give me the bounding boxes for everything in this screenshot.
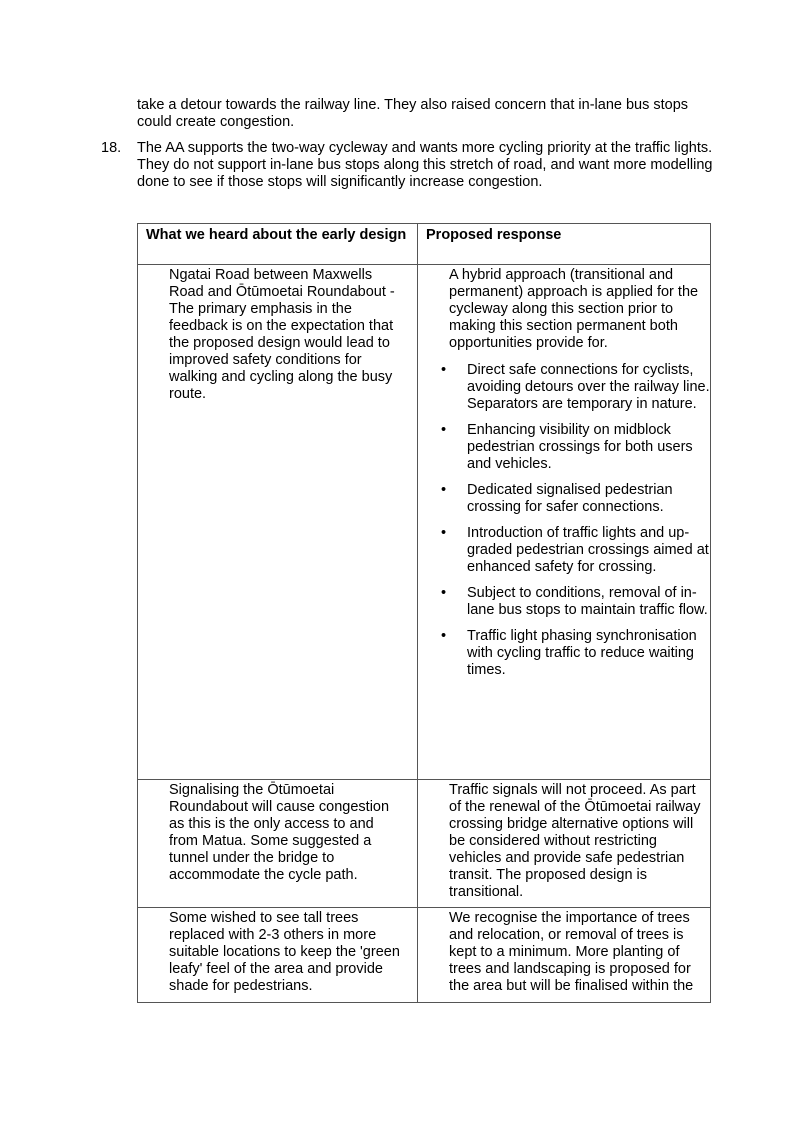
list-item: [441, 585, 710, 619]
header-response: Proposed response: [426, 227, 562, 243]
response-text: Traffic signals will not proceed. As part of the renewal of the Ōtūmoetai railway crossing bridge alternative options will be considered without restricting vehicles and provide safe pedestrian transit. The proposed design is transitional.: [449, 782, 701, 900]
continuation-paragraph: take a detour towards the railway line. They also raised concern that in-lane bus stops could create congestion.: [137, 97, 689, 130]
bullet-icon: •: [441, 422, 447, 438]
heard-text: Some wished to see tall trees replaced with 2-3 others in more suitable locations to keep the 'green leafy' feel of the area and provide shade for pedestrians.: [169, 910, 400, 994]
header-cell-response: [418, 224, 711, 265]
feedback-table: [137, 223, 711, 1003]
heard-cell: [138, 265, 418, 780]
response-intro: A hybrid approach (transitional and permanent) approach is applied for the cycleway along this section prior to making this section permanent both opportunities provide for.: [449, 267, 699, 351]
bullet-text: Traffic light phasing synchronisation with cycling traffic to reduce waiting times.: [467, 628, 697, 678]
heard-text: Signalising the Ōtūmoetai Roundabout will cause congestion as this is the only access to and from Matua. Some suggested a tunnel under the bridge to accommodate the cycle path.: [169, 782, 390, 883]
table-row: [138, 908, 711, 1003]
bullet-icon: •: [441, 525, 447, 541]
list-item: [441, 525, 710, 576]
list-item: [441, 628, 710, 679]
bullet-icon: •: [441, 585, 447, 601]
bullet-icon: •: [441, 628, 447, 644]
response-text: We recognise the importance of trees and relocation, or removal of trees is kept to a minimum. More planting of trees and landscaping is proposed for the area but will be finalised within the: [449, 910, 694, 994]
list-item: [441, 422, 710, 473]
response-cell: [418, 780, 711, 908]
response-cell: [418, 908, 711, 1003]
paragraph-number-18: 18.: [101, 140, 122, 156]
heard-cell: [138, 780, 418, 908]
bullet-text: Dedicated signalised pedestrian crossing for safer connections.: [467, 482, 673, 515]
table-header-row: [138, 224, 711, 265]
bullet-icon: •: [441, 362, 447, 378]
bullet-text: Introduction of traffic lights and up-graded pedestrian crossings aimed at enhanced safety for crossing.: [467, 525, 709, 575]
heard-text: Ngatai Road between Maxwells Road and Ōtūmoetai Roundabout - The primary emphasis in the feedback is on the expectation that the proposed design would lead to improved safety conditions for walking and cycling along the busy route.: [169, 267, 395, 402]
list-item: [441, 482, 710, 516]
bullet-text: Enhancing visibility on midblock pedestrian crossings for both users and vehicles.: [467, 422, 693, 472]
table-row: [138, 265, 711, 780]
header-cell-heard: [138, 224, 418, 265]
heard-cell: [138, 908, 418, 1003]
bullet-text: Subject to conditions, removal of in-lane bus stops to maintain traffic flow.: [467, 585, 708, 618]
response-cell: [418, 265, 711, 780]
bullet-text: Direct safe connections for cyclists, avoiding detours over the railway line. Separators are temporary in nature.: [467, 362, 710, 412]
paragraph-18: The AA supports the two-way cycleway and wants more cycling priority at the traffic lights. They do not support in-lane bus stops along this stretch of road, and want more modelling done to see if those stops will significantly increase congestion.: [137, 140, 713, 190]
response-bullet-list: [418, 362, 710, 679]
bullet-icon: •: [441, 482, 447, 498]
table-row: [138, 780, 711, 908]
list-item: [441, 362, 710, 413]
header-heard: What we heard about the early design: [146, 227, 407, 243]
